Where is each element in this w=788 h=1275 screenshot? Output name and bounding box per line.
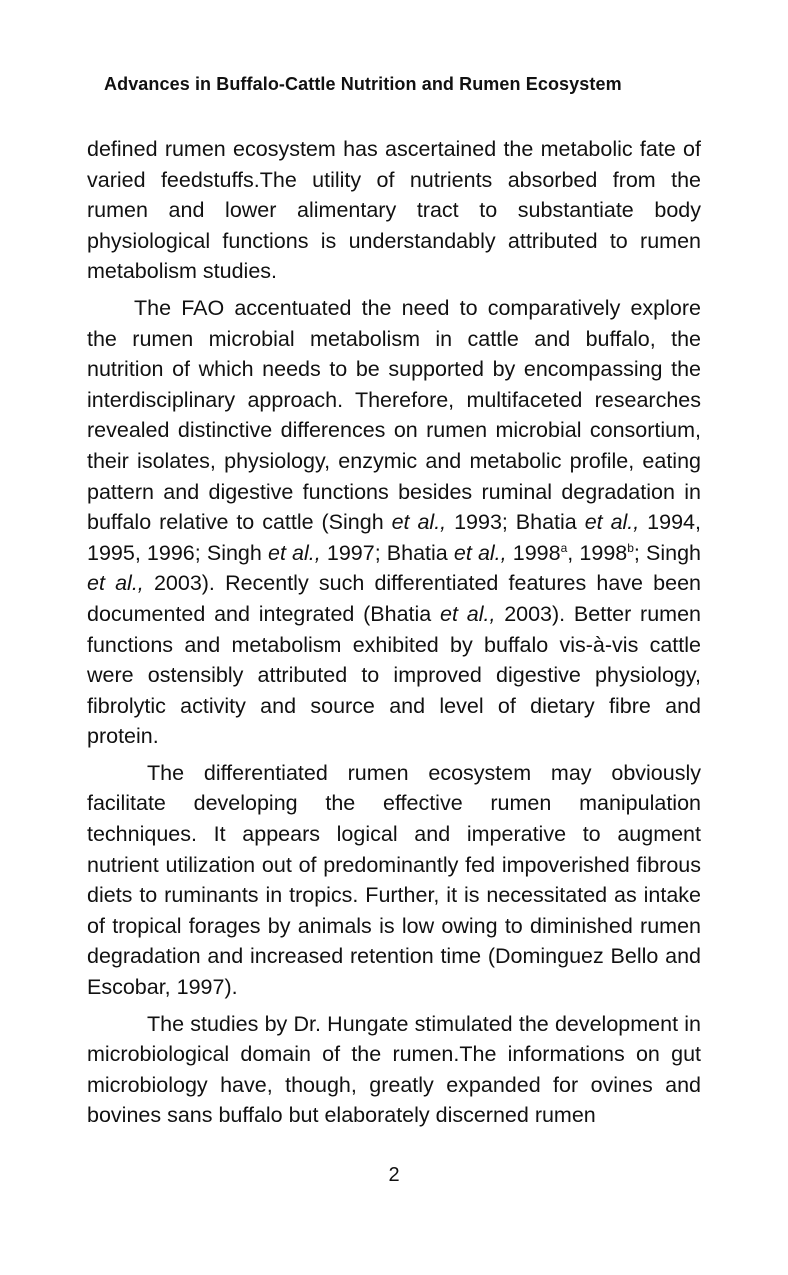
paragraph-2-text-e: 1998 [506, 540, 561, 565]
et-al-citation: et al., [87, 571, 144, 596]
paragraph-2-text-g: ; Singh [633, 540, 702, 565]
running-head: Advances in Buffalo-Cattle Nutrition and Rumen Ecosystem [104, 74, 622, 94]
paragraph-2-text-d: 1997; Bhatia [320, 540, 454, 565]
paragraph-4: The studies by Dr. Hungate stimulated the development in microbiological domain of the rumen.The informations on gut microbiology have, though, greatly expanded for ovines and bovines sans buffalo but elaborately discerned rumen [87, 1011, 701, 1128]
et-al-citation: et al., [391, 510, 447, 535]
paragraph-3: The differentiated rumen ecosystem may obviously facilitate developing the effective rumen manipulation techniques. It appears logical and imperative to augment nutrient utilization out of predominantly fed impoverished fibrous diets to ruminants in tropics. Further, it is necessitated as intake of tropical forages by animals is low owing to diminished rumen degradation and increased retention time (Dominguez Bello and Escobar, 1997). [87, 760, 701, 1000]
et-al-citation: et al., [584, 510, 640, 535]
et-al-citation: et al., [453, 540, 507, 565]
body-text [87, 134, 701, 1131]
paragraph-2-text-c: 1994, 1995, 1996; Singh [87, 510, 701, 565]
et-al-citation: et al., [440, 601, 496, 626]
paragraph-2-text-i: 2003). Better rumen functions and metabolism exhibited by buffalo vis-à-vis cattle were ostensibly attributed to improved digestive physiology, fibrolytic activity and source and level of dietary fibre and protein. [87, 601, 701, 749]
paragraph-2-text-h: 2003). Recently such differentiated features have been documented and integrated (Bhatia [87, 571, 701, 626]
paragraph-1: defined rumen ecosystem has ascertained the metabolic fate of varied feedstuffs.The utility of nutrients absorbed from the rumen and lower alimentary tract to substantiate body physiological functions is understandably attributed to rumen metabolism studies. [87, 137, 701, 284]
paragraph-2 [87, 293, 701, 752]
paragraph-2-text-a: The FAO accentuated the need to comparatively explore the rumen microbial metabolism in cattle and buffalo, the nutrition of which needs to be supported by encompassing the interdisciplinary approach. Therefore, multifaceted researches revealed distinctive differences on rumen microbial consortium, their isolates, physiology, enzymic and metabolic profile, eating pattern and digestive functions besides ruminal degradation in buffalo relative to cattle (Singh [87, 295, 701, 535]
page-number: 2 [388, 1164, 400, 1186]
paragraph-2-text-b: 1993; Bhatia [446, 510, 585, 535]
superscript-b: b [627, 540, 634, 555]
paragraph-2-text-f: , 1998 [567, 540, 628, 565]
et-al-citation: et al., [267, 540, 321, 565]
superscript-a: a [560, 540, 568, 555]
